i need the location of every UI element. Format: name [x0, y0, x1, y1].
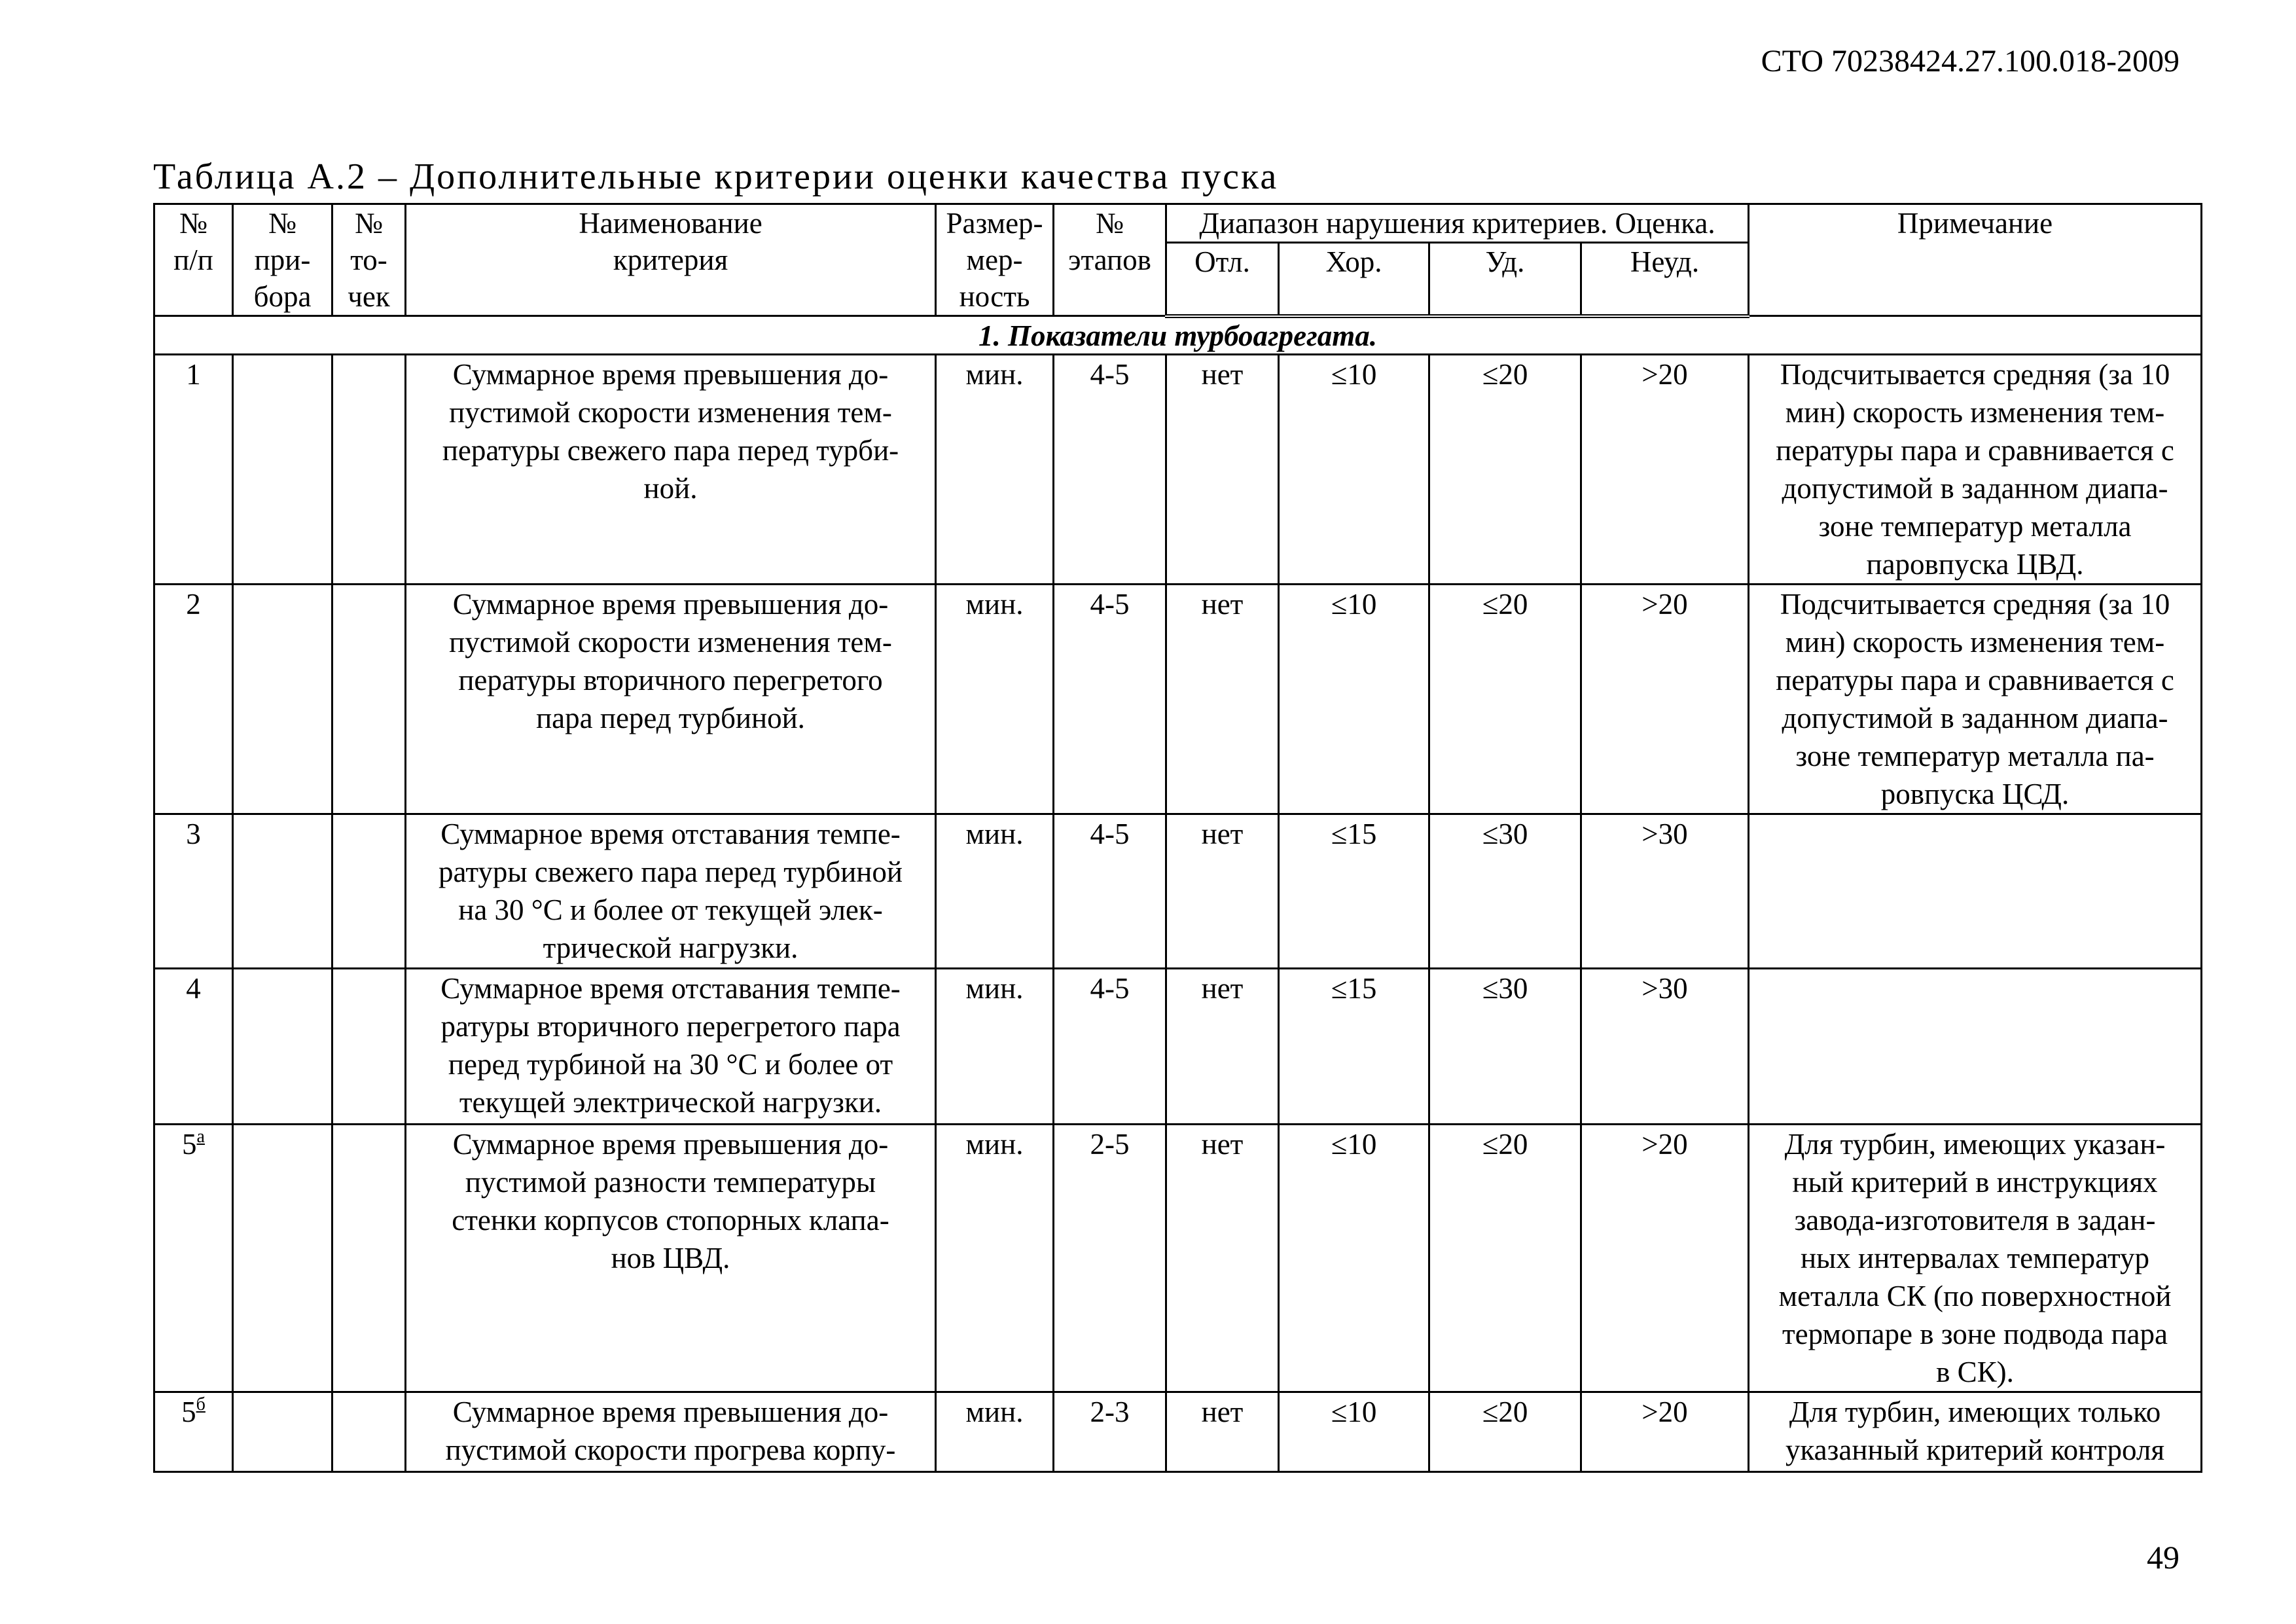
criterion-name-line: Суммарное время превышения до-: [452, 357, 889, 391]
cell-name: [406, 814, 936, 968]
cell-stages: 4-5: [1054, 354, 1166, 584]
cell-hor: ≤10: [1279, 1392, 1429, 1471]
criterion-name-line: нов ЦВД.: [611, 1241, 730, 1274]
note-line: термопаре в зоне подвода пара: [1782, 1317, 2168, 1350]
section-title: 1. Показатели турбоагрегата.: [154, 316, 2202, 355]
cell-note: [1749, 968, 2202, 1124]
cell-name: [406, 1124, 936, 1392]
header-stages-line: №: [1096, 207, 1124, 240]
criterion-name-line: пературы свежего пара перед турби-: [442, 433, 899, 467]
header-row-1: [154, 204, 2202, 243]
note-line: пературы пара и сравнивается с: [1776, 663, 2174, 696]
header-no-line: п/п: [173, 244, 213, 276]
cell-neud: >20: [1581, 584, 1749, 814]
cell-ud: ≤20: [1429, 1392, 1581, 1471]
cell-stages: 2-3: [1054, 1392, 1166, 1471]
header-dim-line: мер-: [966, 244, 1023, 276]
cell-otl: нет: [1166, 584, 1279, 814]
cell-device: [233, 354, 332, 584]
header-no: [154, 204, 233, 316]
cell-otl: нет: [1166, 354, 1279, 584]
note-line: Подсчитывается средняя (за 10: [1780, 587, 2170, 621]
table-row: [154, 1392, 2202, 1471]
note-line: Для турбин, имеющих только: [1789, 1395, 2161, 1428]
criterion-name-line: Суммарное время отставания темпе-: [440, 971, 901, 1005]
cell-ud: ≤20: [1429, 584, 1581, 814]
table-row: [154, 1124, 2202, 1392]
cell-points: [332, 1124, 406, 1392]
note-line: допустимой в заданном диапа-: [1782, 471, 2168, 505]
header-range-group: Диапазон нарушения критериев. Оценка.: [1166, 204, 1749, 243]
header-hor: Хор.: [1279, 243, 1429, 316]
criterion-name-line: Суммарное время отставания темпе-: [440, 817, 901, 850]
cell-hor: ≤10: [1279, 584, 1429, 814]
cell-dim: мин.: [936, 968, 1054, 1124]
criterion-name-line: трической нагрузки.: [543, 931, 798, 964]
note-line: Подсчитывается средняя (за 10: [1780, 357, 2170, 391]
header-dim-line: ность: [959, 280, 1030, 313]
cell-no: [154, 354, 233, 584]
note-line: Для турбин, имеющих указан-: [1784, 1127, 2166, 1161]
table-row: [154, 968, 2202, 1124]
table-row: [154, 814, 2202, 968]
cell-no: [154, 1124, 233, 1392]
cell-dim: мин.: [936, 1392, 1054, 1471]
header-points-line: чек: [348, 280, 390, 313]
cell-points: [332, 968, 406, 1124]
cell-stages: 4-5: [1054, 584, 1166, 814]
note-line: зоне температур металла па-: [1795, 739, 2155, 772]
note-line: мин) скорость изменения тем-: [1785, 395, 2165, 429]
note-line: ровпуска ЦСД.: [1880, 777, 2070, 810]
header-neud: Неуд.: [1581, 243, 1749, 316]
cell-neud: >20: [1581, 1392, 1749, 1471]
cell-ud: ≤30: [1429, 968, 1581, 1124]
cell-device: [233, 968, 332, 1124]
criterion-name-line: Суммарное время превышения до-: [452, 587, 889, 621]
criteria-table: [153, 203, 2202, 1473]
cell-name: [406, 354, 936, 584]
cell-ud: ≤20: [1429, 1124, 1581, 1392]
note-line: ный критерий в инструкциях: [1792, 1165, 2158, 1199]
criterion-name-line: ратуры вторичного перегретого пара: [440, 1009, 901, 1043]
criterion-name-line: пустимой скорости изменения тем-: [449, 395, 892, 429]
header-note: Примечание: [1749, 204, 2202, 316]
header-points-line: то-: [350, 244, 387, 276]
cell-note: [1749, 1124, 2202, 1392]
cell-device: [233, 814, 332, 968]
header-otl: Отл.: [1166, 243, 1279, 316]
note-line: мин) скорость изменения тем-: [1785, 625, 2165, 659]
cell-no: [154, 968, 233, 1124]
header-ud: Уд.: [1429, 243, 1581, 316]
row-footnote-mark: б: [196, 1394, 206, 1415]
note-line: завода-изготовителя в задан-: [1794, 1203, 2156, 1236]
cell-otl: нет: [1166, 968, 1279, 1124]
header-dim: [936, 204, 1054, 316]
header-name: [406, 204, 936, 316]
row-number: 3: [186, 817, 201, 850]
header-stages-line: этапов: [1068, 244, 1151, 276]
criterion-name-line: Суммарное время превышения до-: [452, 1395, 889, 1428]
cell-stages: 2-5: [1054, 1124, 1166, 1392]
note-line: ных интервалах температур: [1800, 1241, 2150, 1274]
criterion-name-line: пустимой скорости изменения тем-: [449, 625, 892, 659]
note-line: зоне температур металла: [1818, 509, 2132, 543]
header-device-line: при-: [254, 244, 311, 276]
cell-note: [1749, 584, 2202, 814]
header-device-line: бора: [253, 280, 312, 313]
cell-ud: ≤30: [1429, 814, 1581, 968]
row-footnote-mark: а: [196, 1126, 205, 1147]
row-number: 2: [186, 587, 201, 621]
header-device-line: №: [268, 207, 296, 240]
table-body: [154, 354, 2202, 1471]
criterion-name-line: на 30 °С и более от текущей элек-: [458, 893, 883, 926]
cell-points: [332, 814, 406, 968]
cell-hor: ≤10: [1279, 354, 1429, 584]
row-number: 5: [181, 1395, 196, 1428]
cell-no: [154, 1392, 233, 1471]
cell-points: [332, 1392, 406, 1471]
cell-hor: ≤15: [1279, 814, 1429, 968]
row-number: 1: [186, 357, 201, 391]
cell-name: [406, 1392, 936, 1471]
note-line: в СК).: [1936, 1355, 2014, 1388]
header-no-line: №: [179, 207, 207, 240]
cell-otl: нет: [1166, 1392, 1279, 1471]
note-line: металла СК (по поверхностной: [1778, 1279, 2172, 1312]
cell-note: [1749, 354, 2202, 584]
table-row: [154, 354, 2202, 584]
criterion-name-line: ратуры свежего пара перед турбиной: [439, 855, 903, 888]
cell-dim: мин.: [936, 354, 1054, 584]
cell-neud: >20: [1581, 354, 1749, 584]
cell-no: [154, 814, 233, 968]
table-caption: Таблица А.2 – Дополнительные критерии оценки качества пуска: [153, 156, 1279, 197]
criterion-name-line: стенки корпусов стопорных клапа-: [452, 1203, 889, 1236]
table-row: [154, 584, 2202, 814]
cell-stages: 4-5: [1054, 968, 1166, 1124]
header-points-line: №: [355, 207, 383, 240]
criterion-name-line: пара перед турбиной.: [536, 701, 805, 734]
note-line: паровпуска ЦВД.: [1866, 547, 2084, 581]
cell-device: [233, 1392, 332, 1471]
header-name-line: Наименование: [579, 207, 762, 240]
cell-dim: мин.: [936, 1124, 1054, 1392]
cell-device: [233, 1124, 332, 1392]
criterion-name-line: текущей электрической нагрузки.: [459, 1085, 882, 1119]
criterion-name-line: Суммарное время превышения до-: [452, 1127, 889, 1161]
cell-otl: нет: [1166, 814, 1279, 968]
cell-hor: ≤15: [1279, 968, 1429, 1124]
cell-name: [406, 584, 936, 814]
criterion-name-line: пустимой скорости прогрева корпу-: [445, 1433, 896, 1466]
criterion-name-line: пературы вторичного перегретого: [458, 663, 883, 696]
cell-dim: мин.: [936, 584, 1054, 814]
cell-neud: >20: [1581, 1124, 1749, 1392]
cell-neud: >30: [1581, 968, 1749, 1124]
header-stages: [1054, 204, 1166, 316]
cell-ud: ≤20: [1429, 354, 1581, 584]
cell-hor: ≤10: [1279, 1124, 1429, 1392]
cell-no: [154, 584, 233, 814]
note-line: пературы пара и сравнивается с: [1776, 433, 2174, 467]
note-line: допустимой в заданном диапа-: [1782, 701, 2168, 734]
cell-note: [1749, 814, 2202, 968]
cell-stages: 4-5: [1054, 814, 1166, 968]
page-number: 49: [2147, 1539, 2179, 1576]
cell-otl: нет: [1166, 1124, 1279, 1392]
row-number: 5: [182, 1127, 197, 1161]
header-dim-line: Размер-: [946, 207, 1043, 240]
document-code: СТО 70238424.27.100.018-2009: [1761, 44, 2179, 79]
cell-device: [233, 584, 332, 814]
cell-name: [406, 968, 936, 1124]
cell-dim: мин.: [936, 814, 1054, 968]
cell-points: [332, 584, 406, 814]
row-number: 4: [186, 971, 201, 1005]
note-line: указанный критерий контроля: [1785, 1433, 2165, 1466]
section-row: [154, 316, 2202, 355]
header-device: [233, 204, 332, 316]
cell-neud: >30: [1581, 814, 1749, 968]
header-points: [332, 204, 406, 316]
criterion-name-line: перед турбиной на 30 °С и более от: [448, 1047, 893, 1081]
criterion-name-line: ной.: [643, 471, 698, 505]
cell-points: [332, 354, 406, 584]
cell-note: [1749, 1392, 2202, 1471]
criterion-name-line: пустимой разности температуры: [465, 1165, 876, 1199]
header-name-line: критерия: [613, 244, 728, 276]
